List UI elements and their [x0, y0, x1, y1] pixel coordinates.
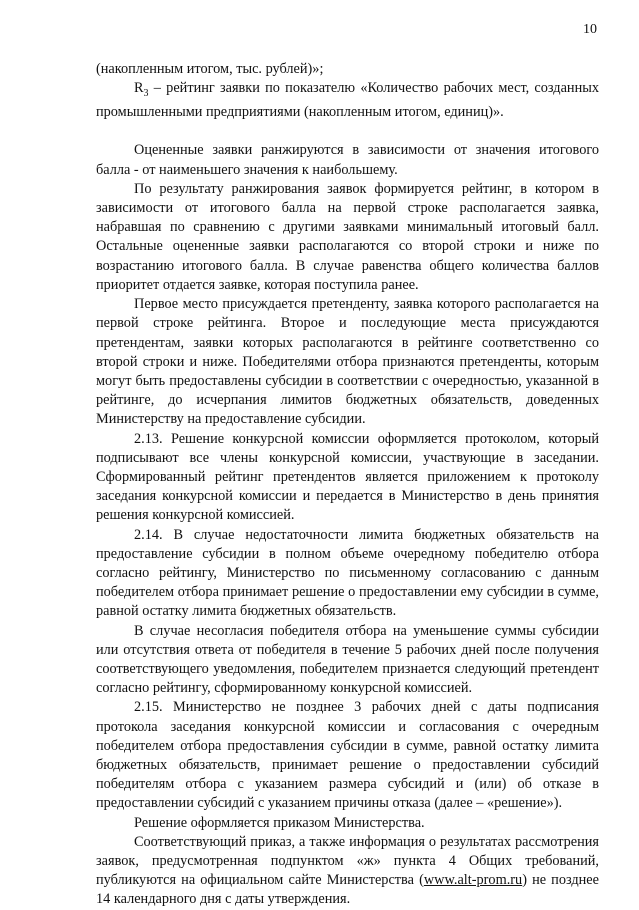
paragraph-3: Оцененные заявки ранжируются в зависимости от значения итогового балла - от наименьшего значения к наибольшему.	[96, 142, 599, 178]
paragraph-10: Решение оформляется приказом Министерства.	[134, 814, 425, 831]
ministry-website-link[interactable]: www.alt-prom.ru	[423, 872, 523, 889]
paragraph-9: 2.15. Министерство не позднее 3 рабочих дней с даты подписания протокола заседания конкурсной комиссии и согласования с очередным победителем отбора предоставления субсидии в сумме, равной остатку лимита бюджетных обязательств, принимает решение о предоставлении субсидий победителям отбора с указанием размера субсидий и (или) об отказе в предоставлении субсидий с указанием причины отказа (далее – «решение»).	[96, 699, 599, 812]
paragraph-7: 2.14. В случае недостаточности лимита бюджетных обязательств на предоставление субсидии в полном объеме очередному победителю отбора согласно рейтингу, Министерство по письменному согласованию с данным победителем отбора принимает решение о предоставлении ему субсидии в сумме, равной остатку лимита бюджетных обязательств.	[96, 526, 599, 620]
paragraph-6: 2.13. Решение конкурсной комиссии оформляется протоколом, который подписывают все члены конкурсной комиссии, участвующие в заседании. Сформированный рейтинг претендентов является приложением к протоколу заседания конкурсной комиссии и передается в Министерство в день принятия решения конкурсной комиссией.	[96, 430, 599, 524]
page-number: 10	[583, 22, 597, 37]
document-body	[96, 60, 599, 910]
paragraph-gap	[96, 122, 599, 141]
rating-subscript: 3	[143, 88, 149, 100]
paragraph-2	[96, 79, 599, 122]
paragraph-5: Первое место присуждается претенденту, заявка которого располагается на первой строке рейтинга. Второе и последующие места присуждаются претендентам, заявки которых располагаются в рейтинге соответственно со второй строки и ниже. Победителями отбора признаются претенденты, которым могут быть предоставлены субсидии в соответствии с очередностью, указанной в рейтинге, до исчерпания лимитов бюджетных обязательств, доведенных Министерству на предоставление субсидии.	[96, 296, 599, 428]
paragraph-1: (накопленным итогом, тыс. рублей)»;	[96, 61, 324, 77]
paragraph-11-text-before: Соответствующий приказ, а также информация о результатах рассмотрения заявок, предусмотренная подпунктом «ж» пункта 4 Общих требований, публикуются на официальном сайте Министерства (	[96, 833, 599, 889]
paragraph-11-text-after: ) не позднее 14 календарного дня с даты утверждения.	[96, 872, 599, 908]
paragraph-11	[96, 833, 599, 910]
rating-symbol: R	[134, 80, 144, 97]
paragraph-2-text: – рейтинг заявки по показателю «Количество рабочих мест, созданных промышленными предприятиями (накопленным итогом, единиц)».	[96, 80, 599, 121]
paragraph-8: В случае несогласия победителя отбора на уменьшение суммы субсидии или отсутствия ответа от победителя в течение 5 рабочих дней после получения соответствующего уведомления, победителем признается следующий претендент согласно рейтингу, сформированному конкурсной комиссией.	[96, 622, 599, 697]
paragraph-4: По результату ранжирования заявок формируется рейтинг, в котором в зависимости от итогового балла на первой строке располагается заявка, набравшая по сравнению с другими заявками минимальный итоговый балл. Остальные оцененные заявки располагаются со второй строки и ниже по возрастанию итогового балла. В случае равенства общего количества баллов приоритет отдается заявке, которая поступила ранее.	[96, 180, 599, 293]
